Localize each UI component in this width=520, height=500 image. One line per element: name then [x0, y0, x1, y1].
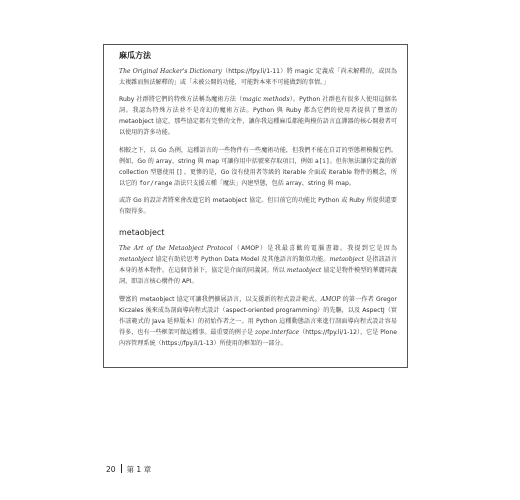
book-title: The Original Hacker's Dictionary: [119, 68, 222, 75]
term: magic methods: [242, 96, 290, 104]
text: ）。Python 社群也有很多人使用這個名詞。我認為特殊方法並不是奇幻的魔術方法。Python 與 Ruby 都為它們的使用者提供了豐富的 metaobject 協定，那些協定都有完整的文件，讓你我這種麻瓜都能夠模仿語言直譯器的核心開發者可以使用的許多功能。: [119, 96, 398, 137]
page-number: 20: [106, 465, 116, 474]
text: （https://fpy.li/1-12），它是 Plone 內容管理系統（https://fpy.li/1-13）所使用的框架的一部分。: [119, 328, 397, 347]
sidebar-content: [119, 50, 397, 349]
code: a[i]: [314, 157, 330, 165]
code: for/range: [139, 179, 173, 187]
paragraph-text: 將 magic 定義成「尚未解釋的，或因為太複雜而無法解釋的」或「未被公開的功能，可能對本來不可能做到的事情。」: [119, 68, 397, 87]
term: metaobject: [119, 256, 154, 264]
term: zope.interface: [255, 328, 300, 336]
paragraph-go-future: 或許 Go 的設計者將來會改進它的 metaobject 協定。但目前它的功能比 Python 或 Ruby 所提供還要有限得多。: [119, 196, 397, 216]
text: 協定是物件模型的華麗同義詞，即語言核心構件的 API。: [119, 267, 398, 286]
paragraph-go: [119, 145, 397, 189]
text: 協定有助於思考 Python Data Model 及其他語言的類似功能。: [153, 256, 330, 264]
book-title: The Art of the Metaobject Protocol: [119, 245, 233, 253]
term: metaobject: [329, 256, 364, 264]
text: （AMOP）是我最喜歡的電腦書籍。我提到它是因為: [232, 245, 397, 253]
footer-divider: [121, 464, 122, 473]
chapter-label: 第 1 章: [126, 465, 152, 474]
url-text: （https://fpy.li/1-11）: [221, 68, 287, 75]
section-title-muggle: 麻瓜方法: [119, 51, 151, 60]
paragraph-ruby: [119, 94, 397, 138]
section-title-metaobject: metaobject: [119, 228, 165, 238]
term: metaobject: [286, 267, 322, 275]
paragraph-hackers-dictionary: [119, 66, 397, 88]
text: 是指該語言本身的基本物件。在這個背景下，協定是介面的同義詞。所以: [119, 256, 398, 275]
page-footer: [106, 464, 151, 475]
paragraph-aspect: [119, 294, 397, 349]
text: 。但你無法讓你定義的新 collection 型態使用 [] 。更慘的是，Go 沒有使用者等級的 iterable 介面或 iterable 物件的概念，所以它的: [119, 157, 397, 187]
text: 的第一作者 Gregor Kiczales 後來成為剖面導向程式設計（aspect-oriented programming）的先驅，以及 AspectJ（實作該範式的 Java 延伸版本）的初始作者之一。用 Python 這種動態語言來進行剖面導向程式設計容易得多，也有一些框架可做這種事。最重要的例子是: [119, 295, 397, 336]
text: 相較之下，以 Go 為例，這種語言的一些物件有一些魔術功能，但我們不能在自訂的型態裡模擬它們。例如，Go 的 array、string 與 map 可讓你用中括號來存取項目，例如: [119, 146, 397, 165]
paragraph-amop: [119, 243, 397, 287]
text: Ruby 社群將它們的特殊方法稱為魔術方法（: [119, 96, 243, 104]
text: 語法只支援五種「魔法」內建型態，包括 array、string 與 map。: [172, 179, 355, 187]
text: 豐富的 metaobject 協定可讓我們擴展語言，以支援新的程式設計範式。: [119, 295, 321, 303]
term: AMOP: [320, 295, 341, 303]
